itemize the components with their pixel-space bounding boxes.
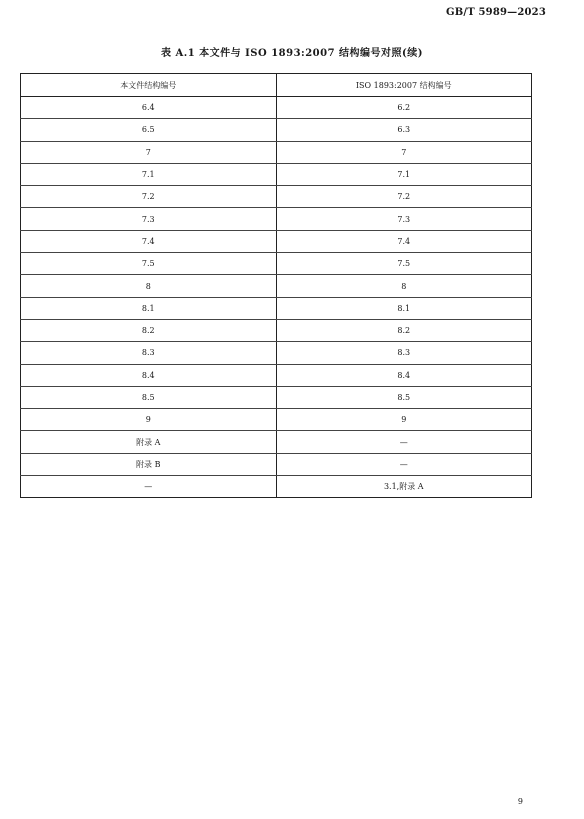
cell-iso-number: — bbox=[276, 431, 532, 453]
cell-this-document-number: 7.5 bbox=[21, 253, 277, 275]
cell-iso-number: 8.2 bbox=[276, 319, 532, 341]
cell-this-document-number: 8.1 bbox=[21, 297, 277, 319]
cell-iso-number: 6.2 bbox=[276, 97, 532, 119]
table-row bbox=[21, 186, 532, 208]
table-row bbox=[21, 119, 532, 141]
table-row bbox=[21, 230, 532, 252]
cell-this-document-number: 8.2 bbox=[21, 319, 277, 341]
cell-this-document-number: 6.4 bbox=[21, 97, 277, 119]
cell-this-document-number: 8.3 bbox=[21, 342, 277, 364]
table-row bbox=[21, 297, 532, 319]
table-row bbox=[21, 431, 532, 453]
cell-iso-number: 8.4 bbox=[276, 364, 532, 386]
table-row bbox=[21, 319, 532, 341]
structure-number-table bbox=[20, 73, 532, 498]
table-body bbox=[21, 97, 532, 498]
table-header-row bbox=[21, 74, 532, 97]
cell-iso-number: 7.3 bbox=[276, 208, 532, 230]
cell-iso-number: 8.1 bbox=[276, 297, 532, 319]
table-row bbox=[21, 386, 532, 408]
cell-this-document-number: 附录 B bbox=[21, 453, 277, 475]
table-row bbox=[21, 364, 532, 386]
cell-this-document-number: — bbox=[21, 476, 277, 498]
cell-iso-number: 7.1 bbox=[276, 163, 532, 185]
cell-this-document-number: 8.5 bbox=[21, 386, 277, 408]
table-row bbox=[21, 476, 532, 498]
cell-iso-number: 8.3 bbox=[276, 342, 532, 364]
cell-iso-number: 3.1,附录 A bbox=[276, 476, 532, 498]
table-row bbox=[21, 275, 532, 297]
cell-this-document-number: 7.2 bbox=[21, 186, 277, 208]
standard-identifier: GB/T 5989—2023 bbox=[445, 7, 546, 18]
table-caption: 表 A.1 本文件与 ISO 1893:2007 结构编号对照(续) bbox=[160, 48, 424, 59]
cell-this-document-number: 7.1 bbox=[21, 163, 277, 185]
cell-iso-number: 6.3 bbox=[276, 119, 532, 141]
cell-iso-number: 8.5 bbox=[276, 386, 532, 408]
cell-iso-number: 8 bbox=[276, 275, 532, 297]
column-header-iso-1893: ISO 1893:2007 结构编号 bbox=[276, 74, 532, 97]
cell-this-document-number: 7.3 bbox=[21, 208, 277, 230]
cell-iso-number: 7.2 bbox=[276, 186, 532, 208]
cell-iso-number: — bbox=[276, 453, 532, 475]
cell-iso-number: 7.4 bbox=[276, 230, 532, 252]
cell-this-document-number: 8 bbox=[21, 275, 277, 297]
cell-this-document-number: 9 bbox=[21, 409, 277, 431]
cell-iso-number: 9 bbox=[276, 409, 532, 431]
table-row bbox=[21, 208, 532, 230]
table-row bbox=[21, 163, 532, 185]
cell-this-document-number: 附录 A bbox=[21, 431, 277, 453]
cell-iso-number: 7.5 bbox=[276, 253, 532, 275]
cell-iso-number: 7 bbox=[276, 141, 532, 163]
table-row bbox=[21, 141, 532, 163]
cell-this-document-number: 6.5 bbox=[21, 119, 277, 141]
table-row bbox=[21, 453, 532, 475]
page-number: 9 bbox=[517, 797, 523, 806]
cell-this-document-number: 7.4 bbox=[21, 230, 277, 252]
cell-this-document-number: 8.4 bbox=[21, 364, 277, 386]
table-row bbox=[21, 409, 532, 431]
column-header-this-document: 本文件结构编号 bbox=[21, 74, 277, 97]
cell-this-document-number: 7 bbox=[21, 141, 277, 163]
table-row bbox=[21, 97, 532, 119]
table-row bbox=[21, 253, 532, 275]
table-row bbox=[21, 342, 532, 364]
